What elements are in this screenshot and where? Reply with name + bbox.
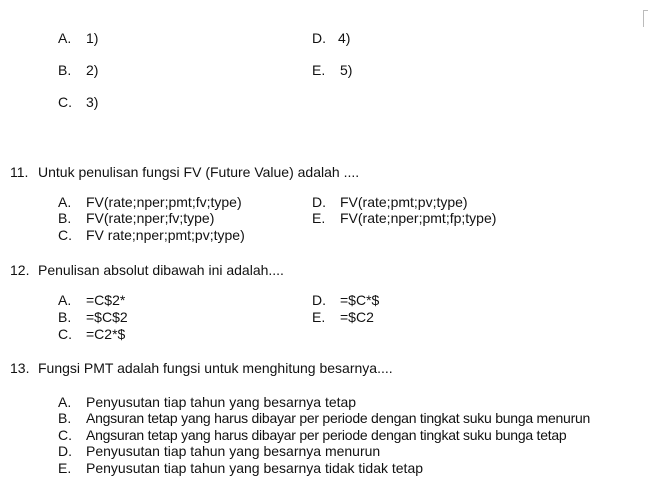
option-letter: C. [58,227,72,243]
option-letter: B. [58,410,72,426]
option-text: FV(rate;nper;pmt;fv;type) [86,194,242,210]
option-letter: B. [58,210,72,226]
option-text: =$C2 [340,309,374,325]
question-text: Penulisan absolut dibawah ini adalah.... [38,262,284,278]
question-number: 11. [10,164,29,180]
option-text: 2) [86,62,99,78]
page-corner-mark [643,10,648,27]
option-text: Penyusutan tiap tahun yang besarnya menurun [86,443,381,459]
option-letter: E. [312,210,326,226]
option-letter: C. [58,94,72,110]
option-letter: D. [312,292,326,308]
option-text: 4) [338,30,351,46]
option-text: 5) [340,62,353,78]
question-text: Fungsi PMT adalah fungsi untuk menghitung besarnya.... [38,360,393,376]
option-text: =C2*$ [86,326,126,342]
option-text: Penyusutan tiap tahun yang besarnya tetap [86,394,357,410]
option-letter: D. [312,194,326,210]
option-text: =$C*$ [340,292,380,308]
question-number: 13. [10,360,30,376]
option-letter: A. [58,194,72,210]
question-12 [10,262,284,278]
option-text: FV(rate;pmt;pv;type) [340,194,468,210]
option-letter: D. [58,443,72,459]
option-letter: B. [58,309,72,325]
option-letter: A. [58,30,72,46]
option-text: FV(rate;nper;pmt;fp;type) [340,210,497,226]
option-letter: E. [58,460,72,476]
question-13 [10,360,393,376]
option-text: =C$2* [86,292,126,308]
question-text: Untuk penulisan fungsi FV (Future Value) adalah .... [38,164,360,180]
option-text: 1) [86,30,99,46]
option-letter: D. [312,30,326,46]
question-number: 12. [10,262,30,278]
option-text: FV(rate;nper;fv;type) [86,210,215,226]
option-text: 3) [86,94,99,110]
option-text: Angsuran tetap yang harus dibayar per periode dengan tingkat suku bunga tetap [86,427,567,443]
option-text: FV rate;nper;pmt;pv;type) [86,227,245,243]
option-letter: A. [58,292,72,308]
option-letter: C. [58,326,72,342]
option-text: Angsuran tetap yang harus dibayar per periode dengan tingkat suku bunga menurun [86,410,591,426]
option-letter: A. [58,394,72,410]
option-letter: B. [58,62,72,78]
option-letter: E. [312,62,326,78]
option-text: =$C$2 [86,309,128,325]
option-letter: E. [312,309,326,325]
option-letter: C. [58,427,72,443]
option-text: Penyusutan tiap tahun yang besarnya tidak tidak tetap [86,460,424,476]
question-11 [10,164,360,180]
